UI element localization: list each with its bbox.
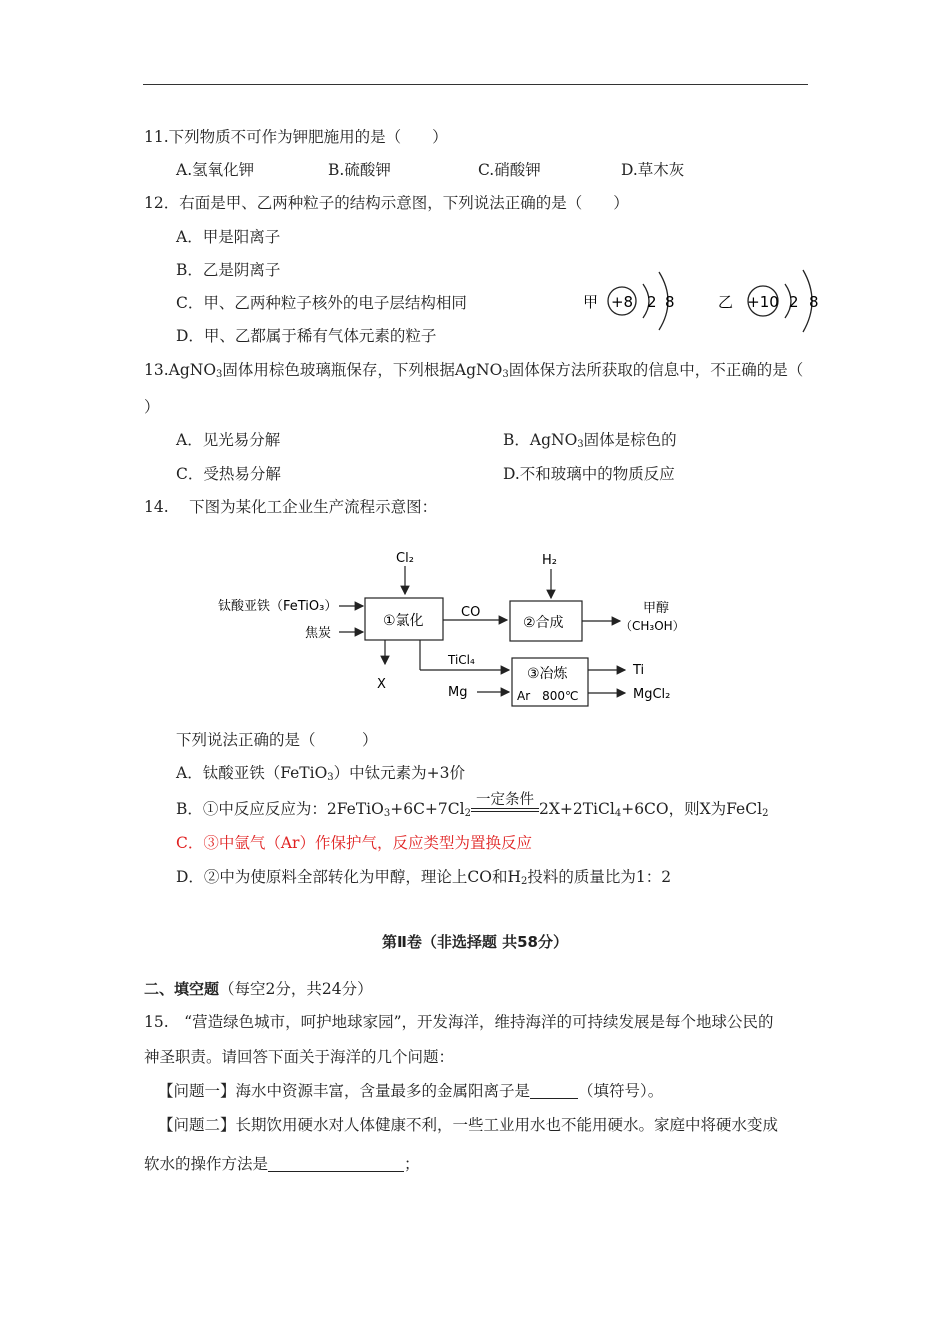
q14-option-c: C．③中氩气（Ar）作保护气，反应类型为置换反应 (176, 834, 532, 852)
flow-ti-label: Ti (633, 663, 645, 678)
q15-question2: 【问题二】长期饮用硬水对人体健康不利，一些工业用水也不能用硬水。家庭中将硬水变成 (158, 1116, 779, 1134)
section-ii-title: 第Ⅱ卷（非选择题 共58分） (382, 933, 568, 951)
q12-option-b: B．乙是阴离子 (176, 261, 281, 279)
atom-structure-diagram (575, 262, 835, 337)
reaction-condition: 一定条件 (471, 799, 539, 819)
q14-option-d: D．②中为使原料全部转化为甲醇，理论上CO和$H_2$投料的质量比为1：2 (176, 868, 672, 887)
q15-question2-blank[interactable] (268, 1155, 404, 1172)
section-ii-part-heading: 二、填空题（每空2分，共24分） (144, 980, 373, 998)
flow-box-smelting-conditions: Ar 800℃ (517, 689, 579, 703)
jia-nucleus-charge: +8 (610, 293, 634, 311)
flow-ticl4-label: TiCl₄ (448, 653, 475, 667)
q14-ask: 下列说法正确的是（ ） (176, 731, 378, 749)
q13-option-c: C．受热易分解 (176, 465, 281, 483)
q13-stem: 13.AgNO$_3$固体用棕色玻璃瓶保存，下列根据AgNO$_3$固体保方法所获取的信息中，不正确的是（ (144, 361, 804, 380)
q11-stem: 11.下列物质不可作为钾肥施用的是（ ） (144, 128, 448, 146)
q15-question1-blank[interactable] (530, 1082, 578, 1099)
flow-mgcl2-label: MgCl₂ (633, 687, 671, 702)
flow-methanol-formula: （CH₃OH） (620, 619, 685, 633)
flow-box-chlorination-label: ①氯化 (383, 613, 424, 629)
flow-methanol-label: 甲醇 (643, 601, 670, 616)
flow-cl2-label: Cl₂ (396, 551, 414, 566)
q14-stem: 14. 下图为某化工企业生产流程示意图： (144, 498, 438, 516)
q12-option-d: D．甲、乙都属于稀有气体元素的粒子 (176, 327, 437, 345)
yi-shell2-count: 8 (809, 293, 819, 311)
flow-co-label: CO (461, 605, 481, 620)
flow-x-label: X (377, 677, 386, 692)
q12-option-c: C．甲、乙两种粒子核外的电子层结构相同 (176, 294, 467, 312)
jia-label: 甲 (583, 293, 599, 311)
flow-mg-label: Mg (448, 685, 468, 700)
q13-option-b: B．AgNO$_3$固体是棕色的 (503, 431, 677, 450)
q14-option-a: A．钛酸亚铁（FeTiO$_3$）中钛元素为+3价 (176, 764, 466, 783)
process-flow-diagram (215, 540, 705, 715)
q12-stem: 12．右面是甲、乙两种粒子的结构示意图，下列说法正确的是（ ） (144, 194, 629, 212)
flow-box-smelting-label: ③冶炼 (527, 666, 568, 682)
q11-option-d: D.草木灰 (621, 161, 685, 179)
jia-shell2-count: 8 (665, 293, 675, 311)
q11-option-b: B.硫酸钾 (328, 161, 391, 179)
yi-label: 乙 (718, 293, 734, 311)
flow-h2-label: H₂ (542, 553, 557, 568)
q15-line2: 神圣职责。请回答下面关于海洋的几个问题： (144, 1048, 455, 1066)
q14-option-b: B．①中反应反应为：$2FeTiO_3+6C+7Cl_2$ 一定条件 2X+2TiCl$_4$+6CO，则X为FeCl$_2$ (176, 792, 769, 819)
q11-option-a: A.氢氧化钾 (176, 161, 255, 179)
header-rule (143, 84, 808, 85)
q15-question2-line2: 软水的操作方法是 ； (144, 1155, 420, 1173)
q15-question1: 【问题一】海水中资源丰富，含量最多的金属阳离子是 （填符号）。 (158, 1082, 664, 1100)
yi-shell1-count: 2 (789, 293, 799, 311)
jia-shell1-count: 2 (647, 293, 657, 311)
flow-coke-input: 焦炭 (305, 626, 332, 641)
flow-fetio3-input: 钛酸亚铁（FeTiO₃） (218, 599, 338, 614)
yi-nucleus-charge: +10 (747, 293, 779, 311)
q11-option-c: C.硝酸钾 (478, 161, 541, 179)
q13-option-a: A．见光易分解 (176, 431, 281, 449)
q13-stem-line2: ） (144, 398, 160, 416)
flow-box-synthesis-label: ②合成 (523, 615, 564, 631)
q15-line1: 15. “营造绿色城市，呵护地球家园”，开发海洋，维持海洋的可持续发展是每个地球公民的 (144, 1013, 774, 1031)
q12-option-a: A．甲是阳离子 (176, 228, 281, 246)
q13-option-d: D.不和玻璃中的物质反应 (503, 465, 675, 483)
